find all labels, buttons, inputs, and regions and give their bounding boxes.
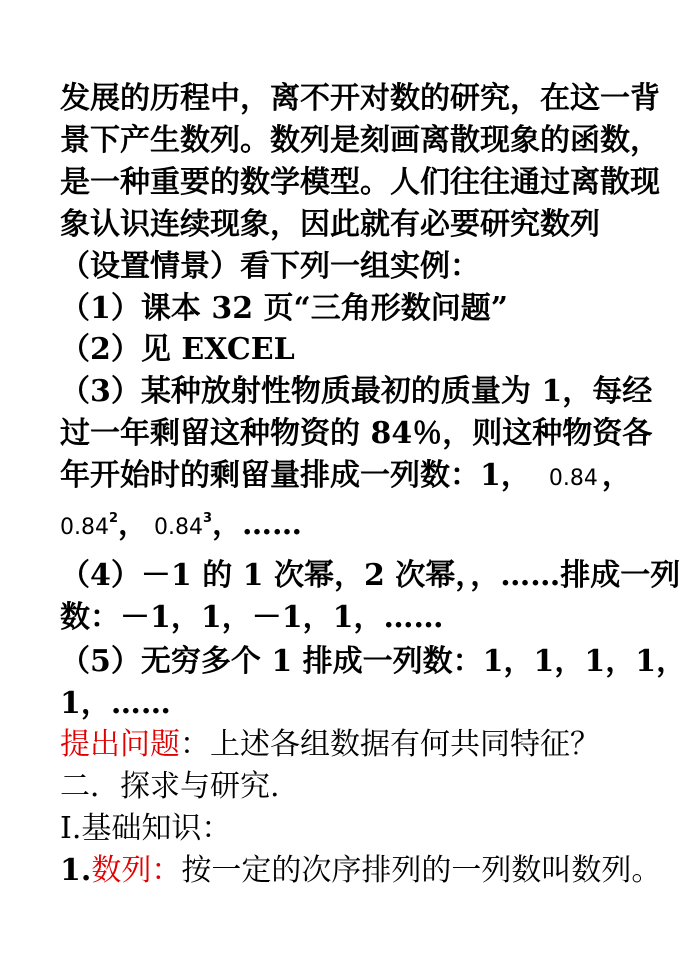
example-3-line-3-text: 年开始时的剩留量排成一列数：1， — [60, 458, 531, 493]
example-3-line-1: （3）某种放射性物质最初的质量为 1，每经 — [60, 374, 653, 409]
question-line — [60, 725, 600, 765]
example-5-line-2: 1，…… — [60, 686, 171, 721]
example-3-powers — [60, 505, 302, 548]
definition-text: 按一定的次序排列的一列数叫数列。 — [181, 853, 662, 888]
math-0-84: 0.84 — [548, 466, 598, 491]
example-3-line-2: 过一年剩留这种物资的 84％，则这种物资各 — [60, 416, 653, 451]
math-0-84-squared-base: 0.84 — [60, 515, 109, 540]
separator-2: ，…… — [212, 507, 303, 542]
math-0-84-cubed-exp: 3 — [203, 511, 213, 526]
paragraph-line-1: 发展的历程中，离不开对数的研究，在这一背 — [60, 81, 660, 116]
example-4-line-1: （4）－1 的 1 次幂，2 次幂，，……排成一列 — [60, 558, 681, 593]
definition-line — [60, 851, 661, 891]
math-0-84-squared-exp: 2 — [108, 511, 119, 526]
example-3-line-3-end: ， — [601, 458, 632, 493]
separator-1: ， — [118, 507, 149, 542]
question-label: 提出问题 — [60, 727, 180, 762]
example-1: （1）课本 32 页“三角形数问题” — [60, 291, 509, 326]
example-intro: （设置情景）看下列一组实例： — [60, 249, 480, 284]
example-3-line-3 — [60, 456, 632, 499]
example-2: （2）见 EXCEL — [60, 332, 295, 367]
example-4-line-2: 数：－1，1，－1，1，…… — [60, 600, 444, 635]
subsection-heading: I.基础知识： — [60, 811, 232, 846]
section-heading: 二．探求与研究. — [60, 769, 280, 804]
paragraph-line-4: 象认识连续现象，因此就有必要研究数列 — [60, 207, 600, 242]
paragraph-line-3: 是一种重要的数学模型。人们往往通过离散现 — [60, 165, 660, 200]
definition-term: 数列： — [91, 853, 182, 888]
definition-number: 1. — [60, 853, 92, 888]
paragraph-line-2: 景下产生数列。数列是刻画离散现象的函数， — [60, 123, 660, 158]
math-0-84-cubed-base: 0.84 — [154, 515, 204, 540]
question-text: ：上述各组数据有何共同特征？ — [180, 727, 600, 762]
example-5-line-1: （5）无穷多个 1 排成一列数：1，1，1，1， — [60, 644, 687, 679]
